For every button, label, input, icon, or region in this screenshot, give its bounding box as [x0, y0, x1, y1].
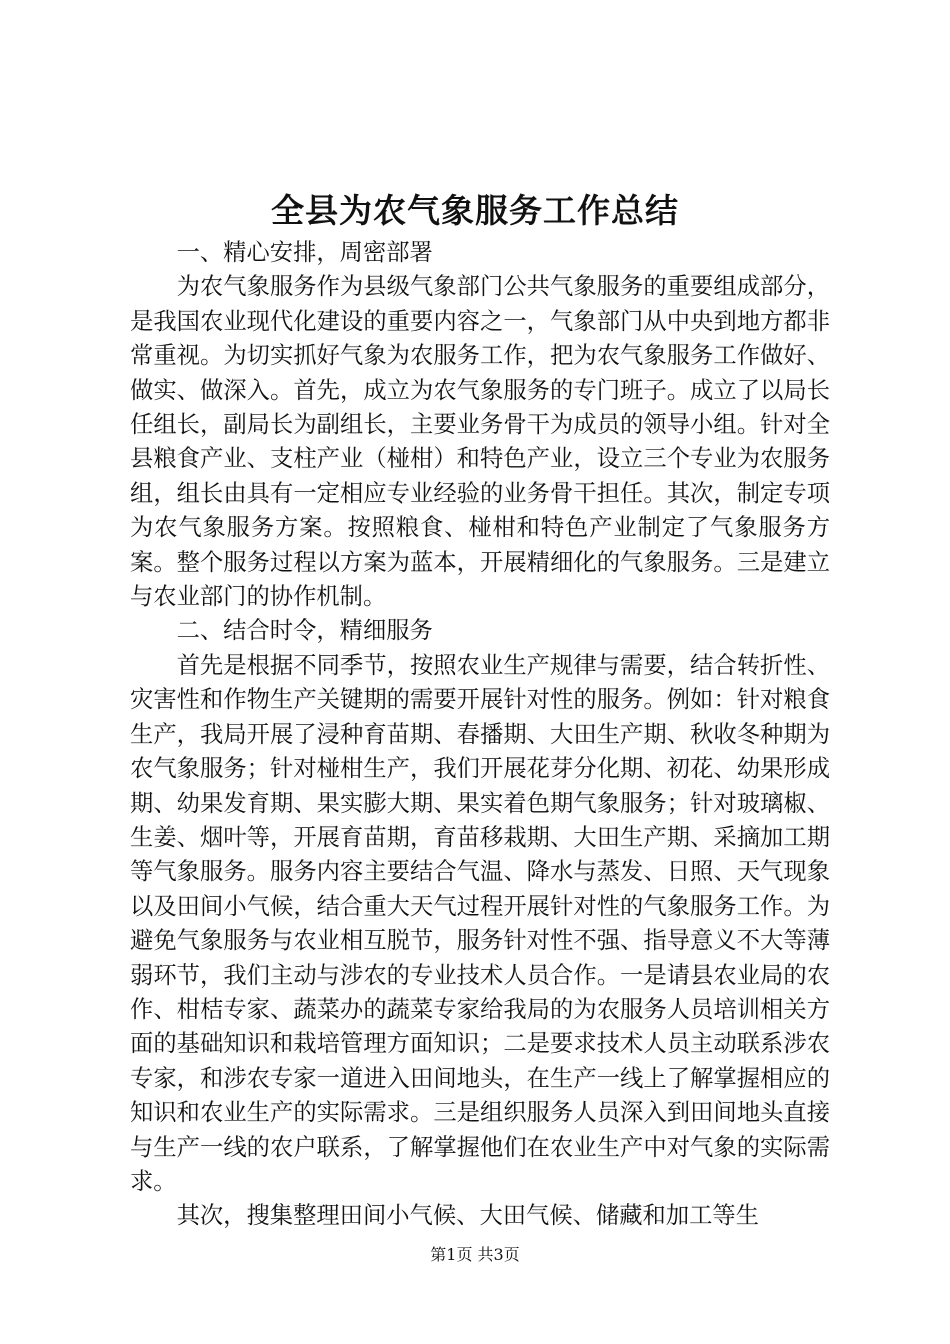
document-title: 全县为农气象服务工作总结 — [271, 191, 679, 230]
section-heading-2: 二、结合时令，精细服务 — [176, 617, 433, 645]
paragraph-1: 为农气象服务作为县级气象部门公共气象服务的重要组成部分，是我国农业现代化建设的重要内容之一，气象部门从中央到地方都非常重视。为切实抓好气象为农服务工作，把为农气象服务工作做好、做实、做深入。首先，成立为农气象服务的专门班子。成立了以局长任组长，副局长为副组长，主要业务骨干为成员的领导小组。针对全县粮食产业、支柱产业（椪柑）和特色产业，设立三个专业为农服务组，组长由具有一定相应专业经验的业务骨干担任。其次，制定专项为农气象服务方案。按照粮食、椪柑和特色产业制定了气象服务方案。整个服务过程以方案为蓝本，开展精细化的气象服务。三是建立与农业部门的协作机制。 — [130, 273, 830, 611]
section-heading-1: 一、精心安排，周密部署 — [176, 239, 433, 266]
paragraph-2: 首先是根据不同季节，按照农业生产规律与需要，结合转折性、灾害性和作物生产关键期的需要开展针对性的服务。例如：针对粮食生产，我局开展了浸种育苗期、春播期、大田生产期、秋收冬种期为农气象服务；针对椪柑生产，我们开展花芽分化期、初花、幼果形成期、幼果发育期、果实膨大期、果实着色期气象服务；针对玻璃椒、生姜、烟叶等，开展育苗期，育苗移栽期、大田生产期、采摘加工期等气象服务。服务内容主要结合气温、降水与蒸发、日照、天气现象以及田间小气候，结合重大天气过程开展针对性的气象服务工作。为避免气象服务与农业相互脱节，服务针对性不强、指导意义不大等薄弱环节，我们主动与涉农的专业技术人员合作。一是请县农业局的农作、柑桔专家、蔬菜办的蔬菜专家给我局的为农服务人员培训相关方面的基础知识和栽培管理方面知识；二是要求技术人员主动联系涉农专家，和涉农专家一道进入田间地头，在生产一线上了解掌握相应的知识和农业生产的实际需求。三是组织服务人员深入到田间地头直接与生产一线的农户联系，了解掌握他们在农业生产中对气象的实际需求。 — [130, 651, 830, 1195]
document-body — [130, 236, 830, 1234]
paragraph-3: 其次，搜集整理田间小气候、大田气候、储藏和加工等生 — [176, 1202, 760, 1230]
page-footer: 第1页 共3页 — [430, 1245, 520, 1264]
